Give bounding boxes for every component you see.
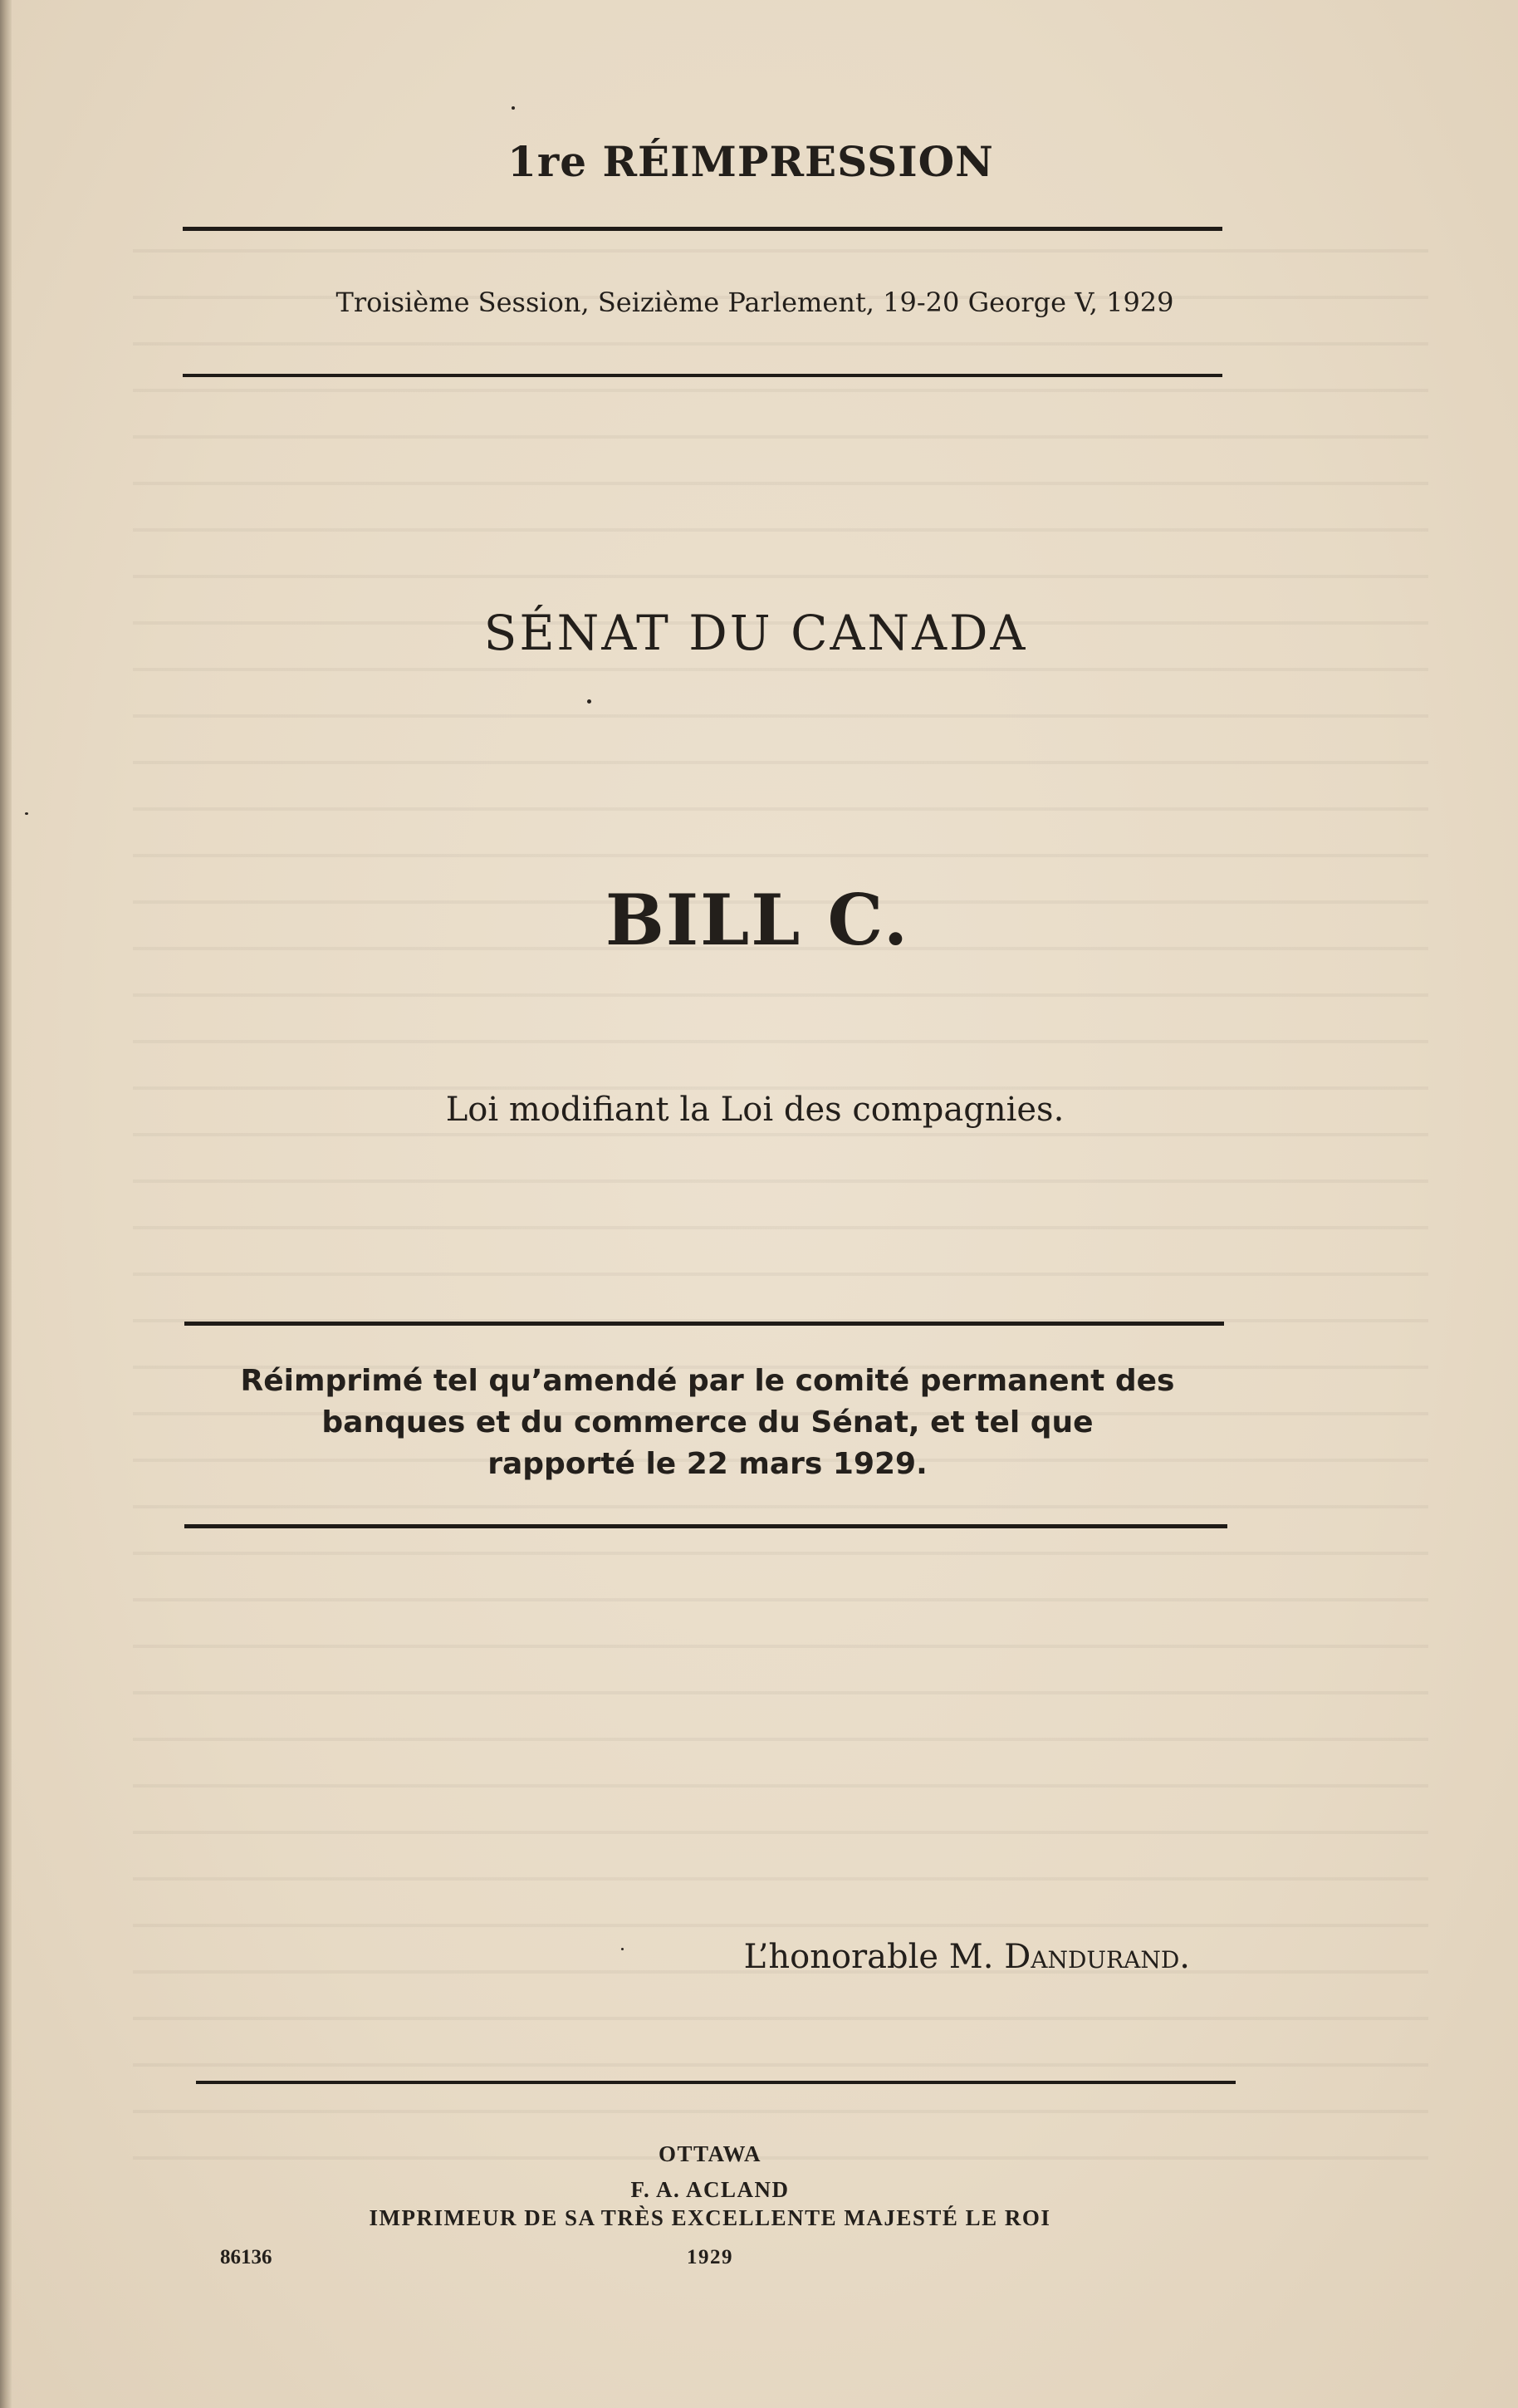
imprint-printer: F. A. ACLAND [630, 2177, 790, 2202]
reprint-heading: 1re RÉIMPRESSION [507, 137, 994, 186]
bill-title: BILL C. [605, 879, 910, 961]
show-through-texture [133, 249, 1428, 2160]
sponsor-line [0, 1938, 1190, 1976]
reprint-note-line: Réimprimé tel qu’amendé par le comité permanent des [240, 1364, 1175, 1398]
imprint-printer-title: IMPRIMEUR DE SA TRÈS EXCELLENTE MAJESTÉ LE ROI [369, 2205, 1051, 2230]
page-spine-edge [0, 0, 12, 2408]
senate-title: SÉNAT DU CANADA [483, 605, 1028, 661]
rule-below-session [183, 374, 1222, 377]
ink-speck [25, 812, 28, 815]
sponsor-name: Dandurand. [1004, 1938, 1190, 1976]
imprint-city: OTTAWA [658, 2141, 762, 2166]
document-number: 86136 [220, 2246, 272, 2268]
bill-subtitle: Loi modifiant la Loi des compagnies. [445, 1091, 1065, 1129]
rule-below-note [184, 1524, 1227, 1528]
ink-speck [512, 106, 515, 110]
rule-above-note [184, 1322, 1224, 1326]
reprint-note [184, 1361, 1231, 1485]
rule-above-imprint [196, 2081, 1236, 2084]
rule-top [183, 227, 1222, 231]
reprint-note-line: rapporté le 22 mars 1929. [487, 1447, 928, 1481]
ink-speck [621, 1948, 624, 1950]
session-line: Troisième Session, Seizième Parlement, 19-20 George V, 1929 [335, 287, 1174, 318]
sponsor-prefix: L’honorable M. [743, 1938, 1005, 1976]
imprint-year: 1929 [687, 2246, 733, 2268]
ink-speck [587, 699, 591, 704]
reprint-note-line: banques et du commerce du Sénat, et tel que [321, 1405, 1094, 1439]
